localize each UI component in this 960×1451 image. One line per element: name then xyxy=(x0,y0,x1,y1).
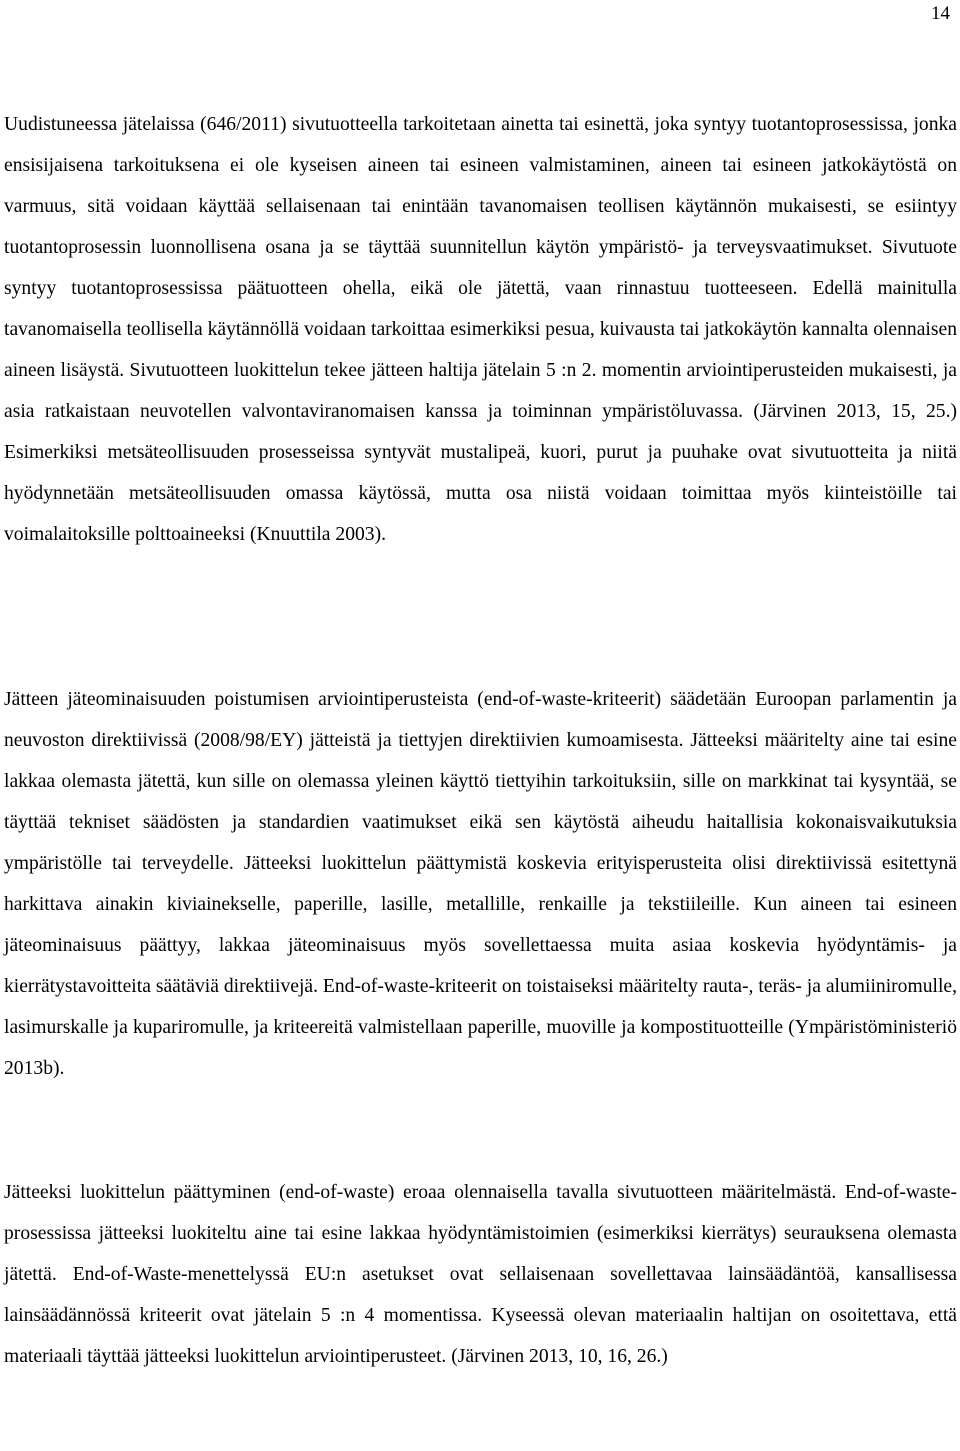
page-number: 14 xyxy=(931,3,950,24)
paragraph-end-of-waste-kriteerit: Jätteen jäteominaisuuden poistumisen arviointiperusteista (end-of-waste-kriteerit) säädetään Euroopan parlamentin ja neuvoston direktiivissä (2008/98/EY) jätteistä ja tiettyjen direktiivien kumoamisesta. Jätteeksi määritelty aine tai esine lakkaa olemasta jätettä, kun sille on olemassa yleinen käyttö tiettyihin tarkoituksiin, sille on markkinat tai kysyntää, se täyttää tekniset säädösten ja standardien vaatimukset eikä sen käytöstä aiheudu haitallisia kokonaisvaikutuksia ympäristölle tai terveydelle. Jätteeksi luokittelun päättymistä koskevia erityisperusteita olisi direktiivissä esitettynä harkittava ainakin kiviainekselle, paperille, lasille, metallille, renkaille ja tekstiileille. Kun aineen tai esineen jäteominaisuus päättyy, lakkaa jäteominaisuus myös sovellettaessa muita asiaa koskevia hyödyntämis- ja kierrätystavoitteita säätäviä direktiivejä. End-of-waste-kriteerit on toistaiseksi määritelty rauta-, teräs- ja alumiiniromulle, lasimurskalle ja kupariromulle, ja kriteereitä valmistellaan paperille, muoville ja kompostituotteille (Ympäristöministeriö 2013b). xyxy=(4,689,957,1079)
paragraph-jatteeksi-luokittelun-paattyminen: Jätteeksi luokittelun päättyminen (end-of-waste) eroaa olennaisella tavalla sivutuotteen määritelmästä. End-of-waste-prosessissa jätteeksi luokiteltu aine tai esine lakkaa hyödyntämistoimien (esimerkiksi kierrätys) seurauksena olemasta jätettä. End-of-Waste-menettelyssä EU:n asetukset ovat sellaisenaan sovellettavaa lainsäädäntöä, kansallisessa lainsäädännössä kriteerit ovat jätelain 5 :n 4 momentissa. Kyseessä olevan materiaalin haltijan on osoitettava, että materiaali täyttää jätteeksi luokittelun arviointiperusteet. (Järvinen 2013, 10, 16, 26.) xyxy=(4,1182,957,1367)
paragraph-sivutuote: Uudistuneessa jätelaissa (646/2011) sivutuotteella tarkoitetaan ainetta tai esinettä, joka syntyy tuotantoprosessissa, jonka ensisijaisena tarkoituksena ei ole kyseisen aineen tai esineen valmistaminen, aineen tai esineen jatkokäytöstä on varmuus, sitä voidaan käyttää sellaisenaan tai enintään tavanomaisen teollisen käytännön mukaisesti, se esiintyy tuotantoprosessin luonnollisena osana ja se täyttää suunnitellun käytön ympäristö- ja terveysvaatimukset. Sivutuote syntyy tuotantoprosessissa päätuotteen ohella, eikä ole jätettä, vaan rinnastuu tuotteeseen. Edellä mainitulla tavanomaisella teollisella käytännöllä voidaan tarkoittaa esimerkiksi pesua, kuivausta tai jatkokäytön kannalta olennaisen aineen lisäystä. Sivutuotteen luokittelun tekee jätteen haltija jätelain 5 :n 2. momentin arviointiperusteiden mukaisesti, ja asia ratkaistaan neuvotellen valvontaviranomaisen kanssa ja toiminnan ympäristöluvassa. (Järvinen 2013, 15, 25.) Esimerkiksi metsäteollisuuden prosesseissa syntyvät mustalipeä, kuori, purut ja puuhake ovat sivutuotteita ja niitä hyödynnetään metsäteollisuuden omassa käytössä, mutta osa niistä voidaan toimittaa myös kiinteistöille tai voimalaitoksille polttoaineeksi (Knuuttila 2003). xyxy=(4,114,957,545)
